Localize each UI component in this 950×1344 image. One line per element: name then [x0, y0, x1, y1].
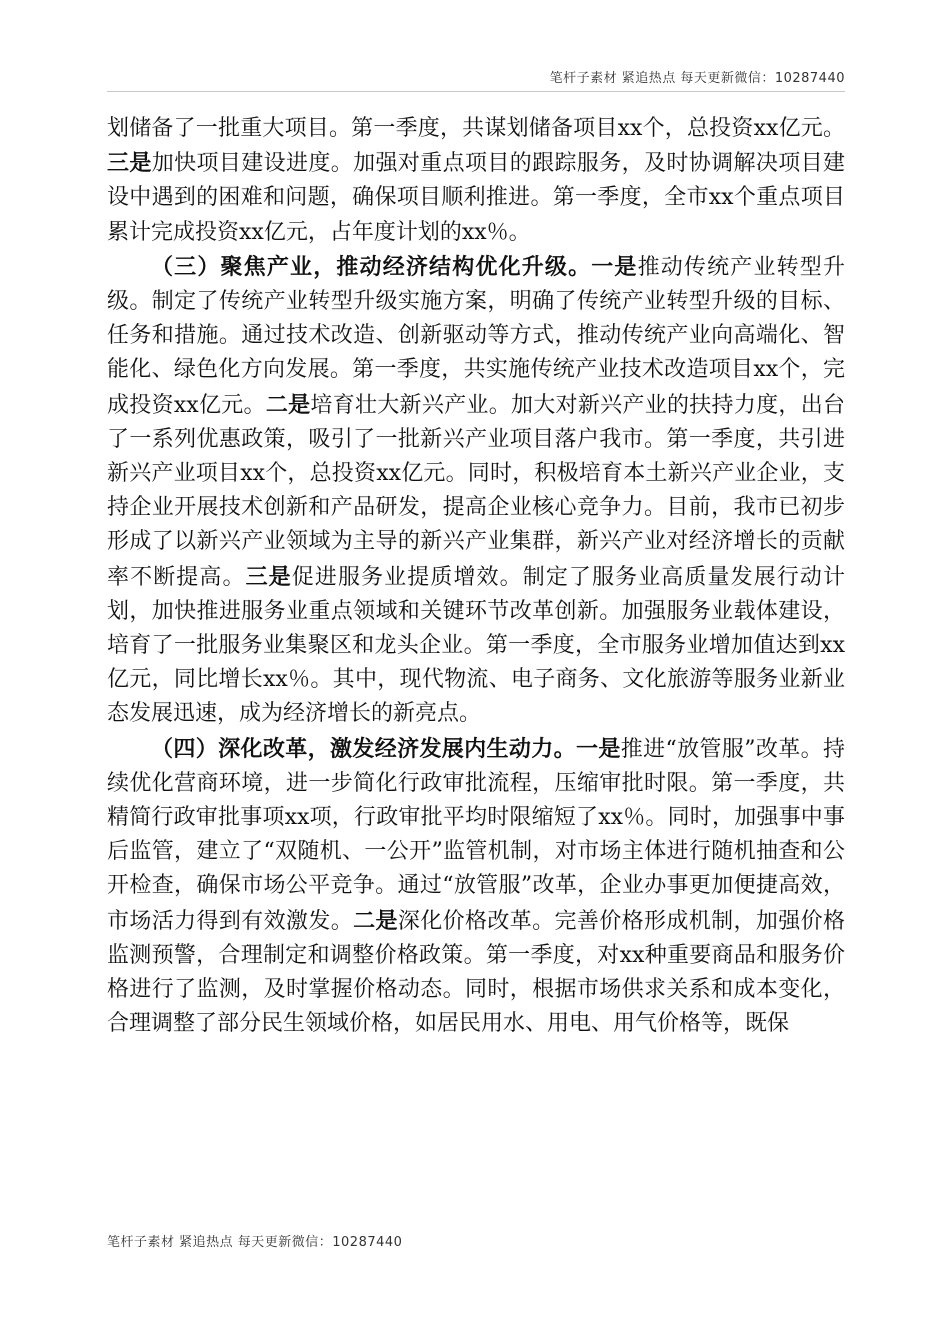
header-divider — [107, 91, 845, 92]
text-segment: 划储备了一批重大项目。第一季度，共谋划储备项目xx个，总投资xx亿元。 — [107, 116, 845, 141]
text-segment-bold: 一是 — [591, 253, 638, 280]
text-segment-bold: 三是 — [107, 150, 152, 177]
document-body — [107, 112, 845, 1041]
text-segment: 推动传统产业转型升级。制定了传统产业转型升级实施方案，明确了传统产业转型升级的目标、任务和措施。通过技术改造、创新驱动等方式，推动传统产业向高端化、智能化、绿色化方向发展。第一季度，共实施传统产业技术改造项目xx个，完成投资xx亿元。 — [107, 254, 845, 418]
text-segment-bold: 三是 — [245, 563, 292, 590]
text-segment-bold: 一是 — [576, 735, 621, 762]
paragraph-section-three — [107, 250, 845, 732]
text-segment: 深化价格改革。完善价格形成机制，加强价格监测预警，合理制定和调整价格政策。第一季度，对xx种重要商品和服务价格进行了监测，及时掌握价格动态。同时，根据市场供求关系和成本变化，合理调整了部分民生领域价格，如居民用水、用电、用气价格等，既保 — [107, 908, 845, 1037]
section-heading: （四）深化改革，激发经济发展内生动力。 — [151, 735, 577, 762]
text-segment: 培育壮大新兴产业。加大对新兴产业的扶持力度，出台了一系列优惠政策，吸引了一批新兴产业项目落户我市。第一季度，共引进新兴产业项目xx个，总投资xx亿元。同时，积极培育本土新兴产业企业，支持企业开展技术创新和产品研发，提高企业核心竞争力。目前，我市已初步形成了以新兴产业领域为主导的新兴产业集群，新兴产业对经济增长的贡献率不断提高。 — [107, 392, 845, 590]
page-footer: 笔杆子素材 紧追热点 每天更新微信：10287440 — [107, 1235, 403, 1250]
text-segment: 促进服务业提质增效。制定了服务业高质量发展行动计划，加快推进服务业重点领域和关键环节改革创新。加强服务业载体建设，培育了一批服务业集聚区和龙头企业。第一季度，全市服务业增加值达到xx亿元，同比增长xx％。其中，现代物流、电子商务、文化旅游等服务业新业态发展迅速，成为经济增长的新亮点。 — [107, 564, 845, 727]
text-segment: 加快项目建设进度。加强对重点项目的跟踪服务，及时协调解决项目建设中遇到的困难和问题，确保项目顺利推进。第一季度，全市xx个重点项目累计完成投资xx亿元，占年度计划的xx％。 — [107, 151, 845, 245]
section-heading: （三）聚焦产业，推动经济结构优化升级。 — [151, 253, 592, 280]
text-segment: 推进“放管服”改革。持续优化营商环境，进一步简化行政审批流程，压缩审批时限。第一季度，共精简行政审批事项xx项，行政审批平均时限缩短了xx％。同时，加强事中事后监管，建立了“双随机、一公开”监管机制，对市场主体进行随机抽查和公开检查，确保市场公平竞争。通过“放管服”改革，企业办事更加便捷高效，市场活力得到有效激发。 — [107, 736, 845, 934]
paragraph-continuation — [107, 112, 845, 250]
text-segment-bold: 二是 — [353, 907, 398, 934]
page-header: 笔杆子素材 紧追热点 每天更新微信：10287440 — [549, 71, 845, 86]
text-segment-bold: 二是 — [265, 391, 311, 418]
paragraph-section-four — [107, 732, 845, 1042]
